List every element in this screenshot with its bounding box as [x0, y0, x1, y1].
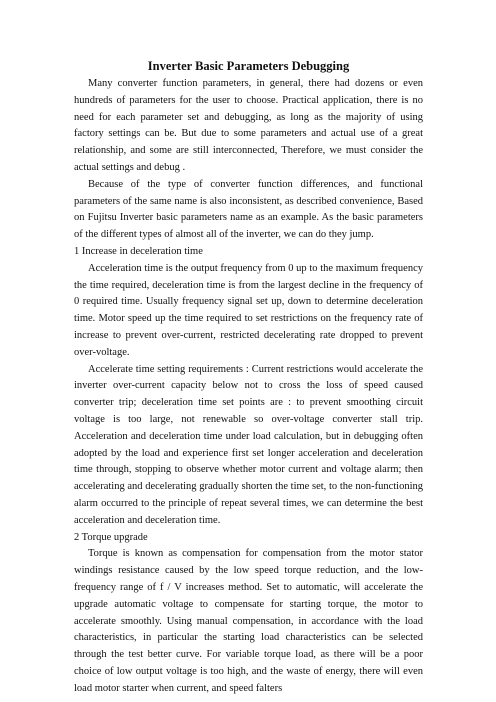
- section-2-paragraph-1: Torque is known as compensation for compensation from the motor stator windings resistance caused by the low speed torque reduction, and the low-frequency range of f / V increases method. Set to automatic, will accelerate the upgrade automatic voltage to compensate for starting torque, the motor to accelerate smoothly. Using manual compensation, in accordance with the load characteristics, in particular the starting load characteristics can be selected through the test better curve. For variable torque load, as there will be a poor choice of low output voltage is too high, and the waste of energy, there will even load motor starter when current, and speed falters: [74, 548, 423, 694]
- section-heading-1: 1 Increase in deceleration time: [74, 245, 203, 257]
- section-1-paragraph-1: Acceleration time is the output frequency from 0 up to the maximum frequency the time required, deceleration time is from the largest decline in the frequency of 0 required time. Usually frequency signal set up, down to determine deceleration time. Motor speed up the time required to set restrictions on the frequency rate of increase to prevent over-current, restricted decelerating rate dropped to prevent over-voltage.: [74, 262, 423, 358]
- section-heading-2: 2 Torque upgrade: [74, 531, 148, 543]
- intro-paragraph-2: Because of the type of converter function differences, and functional parameters of the same name is also inconsistent, as described convenience, Based on Fujitsu Inverter basic parameters name as an example. As the basic parameters of the different types of almost all of the inverter, we can do they jump.: [74, 178, 423, 241]
- document-page: [74, 58, 423, 697]
- intro-paragraph-1: Many converter function parameters, in general, there had dozens or even hundreds of parameters for the user to choose. Practical application, there is no need for each parameter set and debugging, as long as the majority of using factory settings can be. But due to some parameters and actual use of a great relationship, and some are still interconnected, Therefore, we must consider the actual settings and debug .: [74, 78, 423, 173]
- section-1-paragraph-2: Accelerate time setting requirements : Current restrictions would accelerate the inverter over-current capacity below not to cross the loss of speed caused converter trip; deceleration time set points are : to prevent smoothing circuit voltage is too large, not renewable so over-voltage converter stall trip. Acceleration and deceleration time under load calculation, but in debugging often adopted by the load and experience first set longer acceleration and deceleration time through, stopping to observe whether motor current and voltage alarm; then accelerating and decelerating gradually shorten the time set, to the non-functioning alarm occurred to the principle of repeat several times, we can determine the best acceleration and deceleration time.: [74, 363, 423, 526]
- document-title: Inverter Basic Parameters Debugging: [147, 59, 350, 73]
